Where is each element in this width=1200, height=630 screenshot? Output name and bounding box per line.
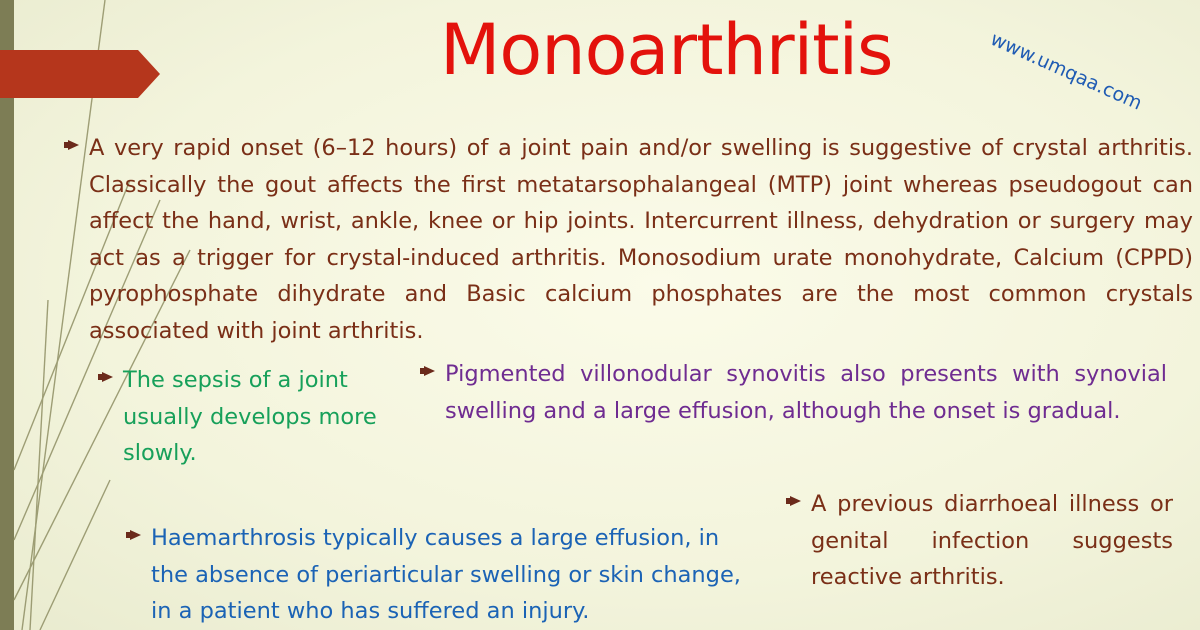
bullet-text: Haemarthrosis typically causes a large effusion, in the absence of periarticular swelling or skin change, in a patient who has suffered an injury. — [151, 525, 741, 624]
arrow-bullet-icon — [68, 140, 79, 150]
bullet-text: Pigmented villonodular synovitis also presents with synovial swelling and a large effusion, although the onset is gradual. — [445, 361, 1167, 424]
bullet-text: A very rapid onset (6–12 hours) of a joint pain and/or swelling is suggestive of crystal arthritis. Classically the gout affects the first metatarsophalangeal (MTP) joint whereas pseudogout can affect the hand, wrist, ankle, knee or hip joints. Intercurrent illness, dehydration or surgery may act as a trigger for crystal-induced arthritis. Monosodium urate monohydrate, Calcium (CPPD) pyrophosphate dihydrate and Basic calcium phosphates are the most common crystals associated with joint arthritis. — [89, 135, 1193, 344]
slide-title: Monoarthritis — [440, 9, 893, 91]
bullet-text: The sepsis of a joint usually develops more slowly. — [123, 367, 377, 466]
bullet-reactive-arthritis — [786, 486, 1186, 596]
bullet-villonodular-synovitis — [420, 356, 1180, 429]
watermark-url: www.umqaa.com — [987, 28, 1146, 115]
bullet-crystal-arthritis — [64, 130, 1194, 350]
bullet-haemarthrosis — [126, 520, 766, 630]
bullet-sepsis — [98, 362, 398, 472]
arrow-bullet-icon — [130, 530, 141, 540]
bullet-text: A previous diarrhoeal illness or genital infection suggests reactive arthritis. — [811, 491, 1173, 590]
arrow-bullet-icon — [790, 496, 801, 506]
arrow-bullet-icon — [102, 372, 113, 382]
red-accent-tab — [0, 50, 160, 98]
arrow-bullet-icon — [424, 366, 435, 376]
